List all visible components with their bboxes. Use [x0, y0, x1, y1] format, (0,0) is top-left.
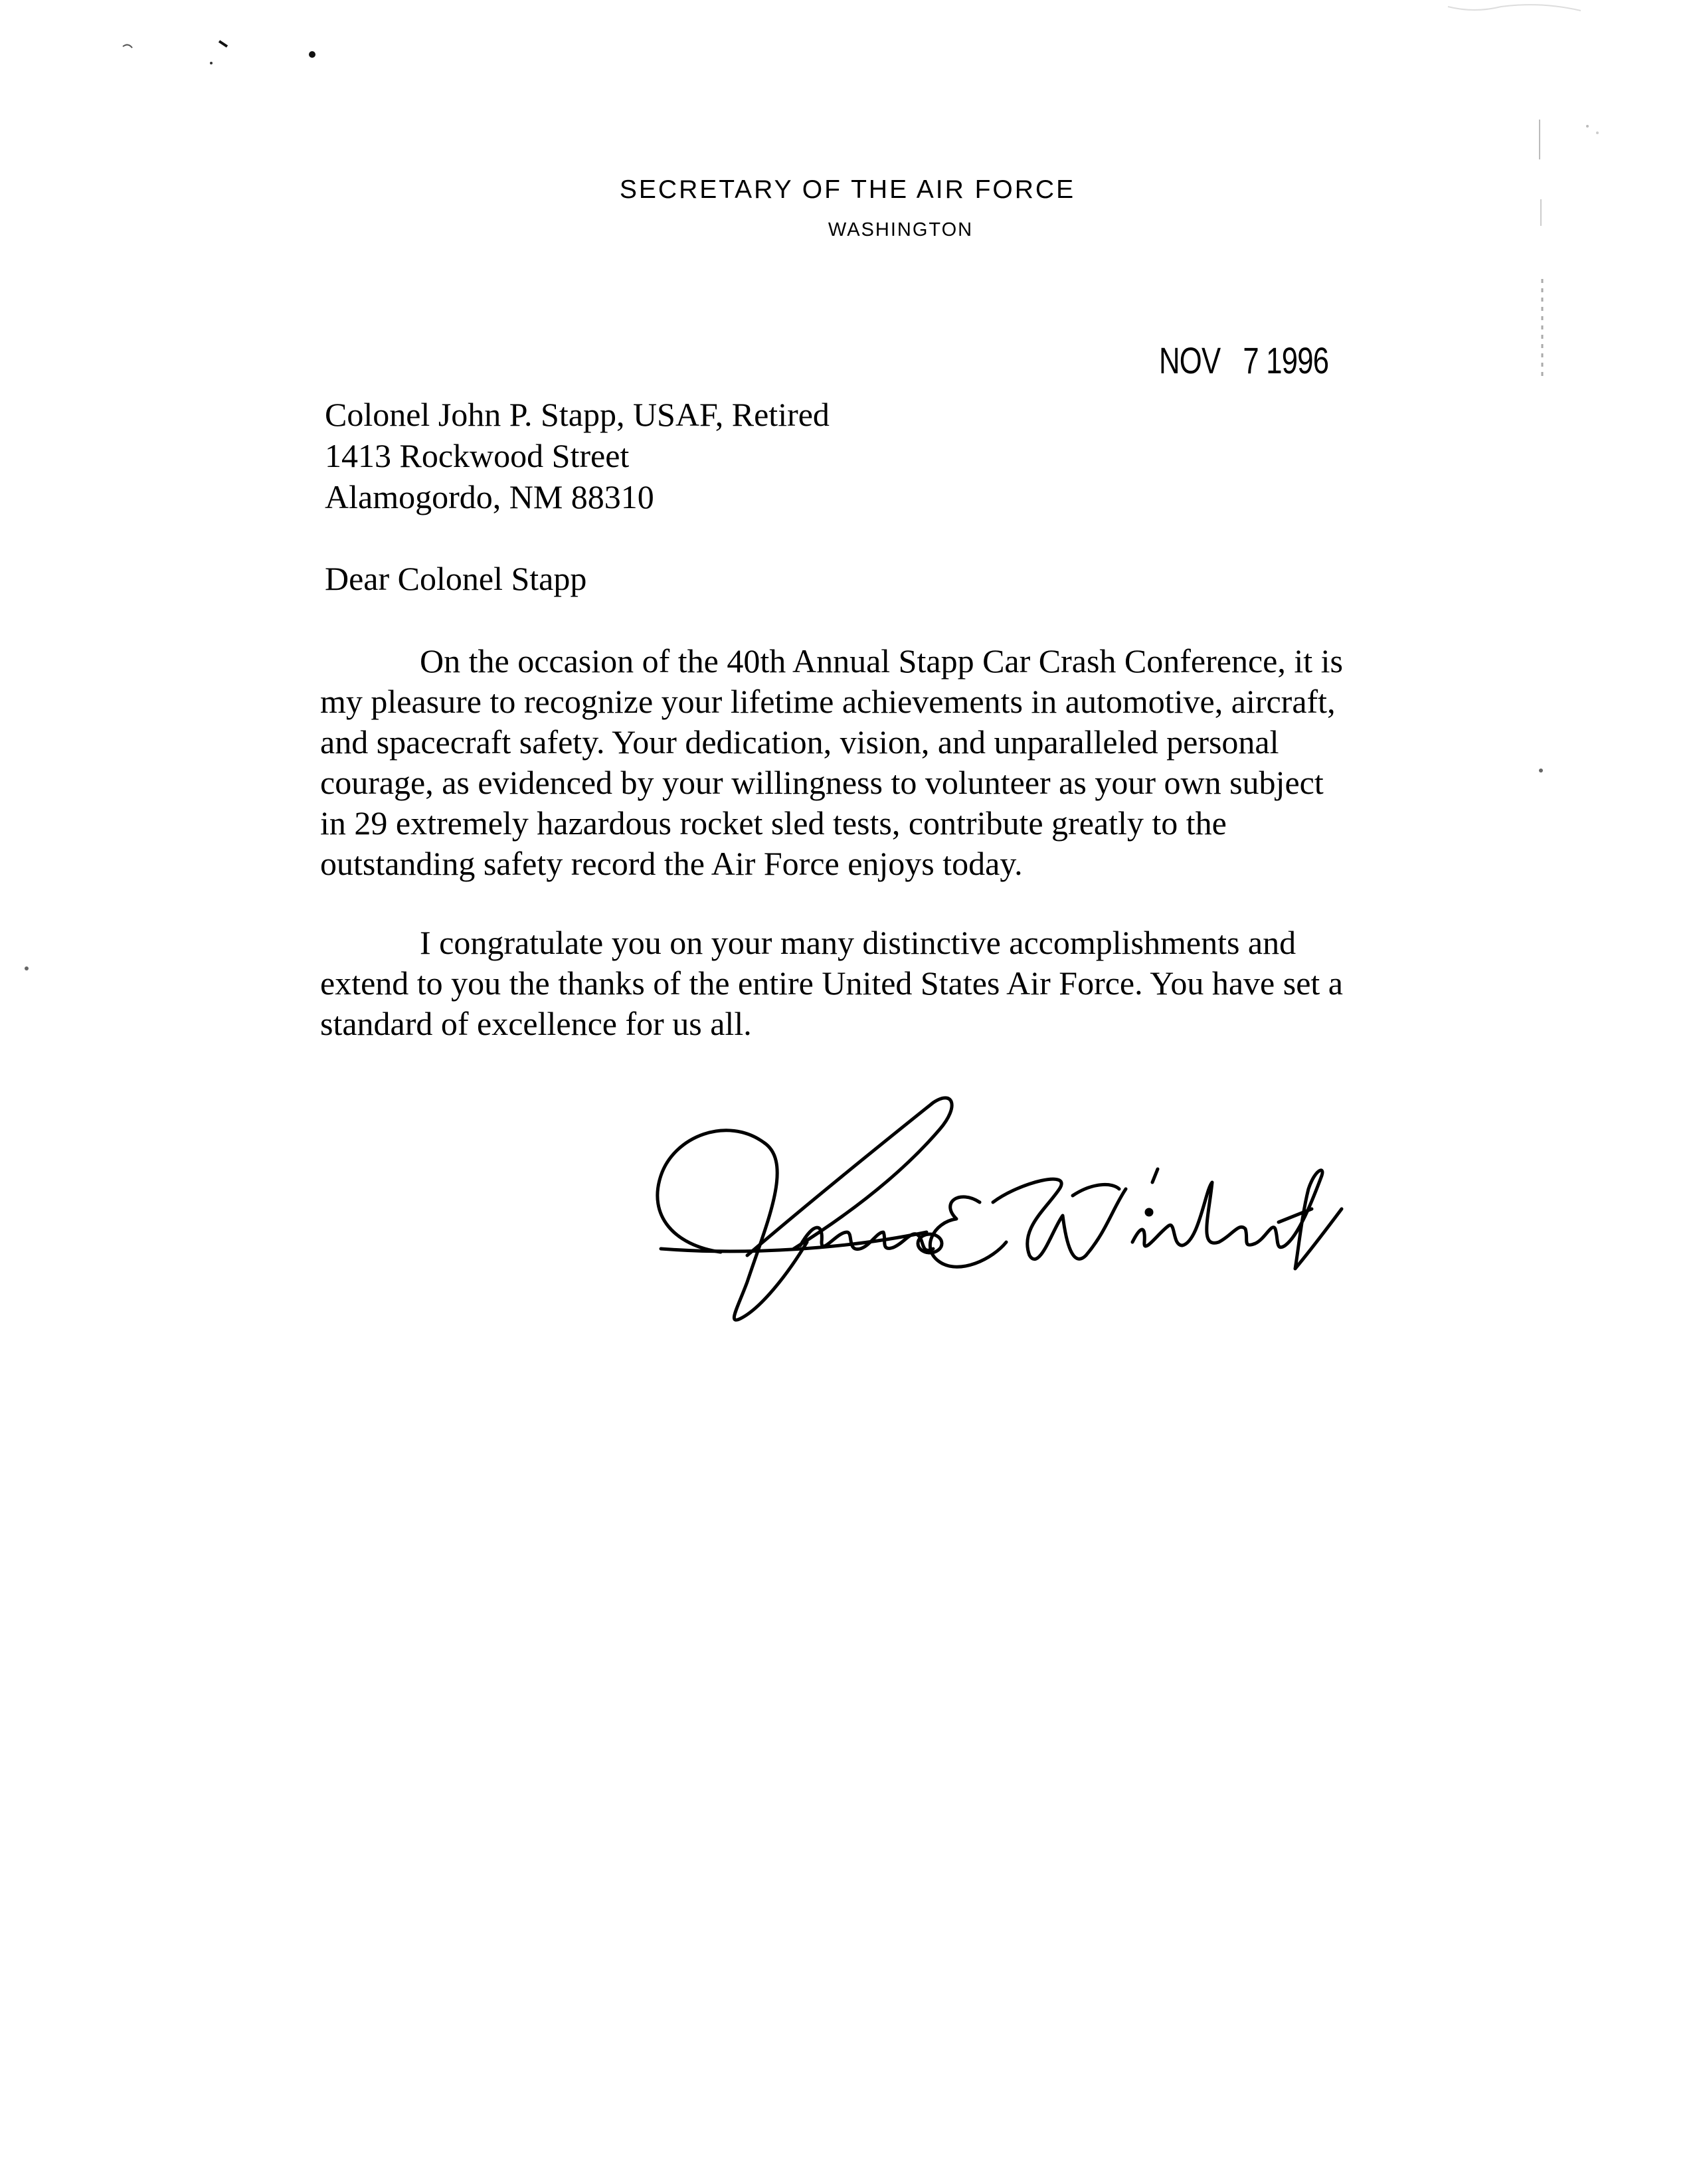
recipient-city: Alamogordo, NM 88310 [325, 478, 654, 515]
handwritten-signature [648, 1089, 1352, 1328]
letterhead-title: SECRETARY OF THE AIR FORCE [619, 175, 1076, 204]
letterhead-subtitle: WASHINGTON [828, 219, 974, 240]
date-stamp: NOV 7 1996 [1159, 339, 1329, 381]
body-paragraph-1: On the occasion of the 40th Annual Stapp Car Crash Conference, it is my pleasure to recognize your lifetime achievements in automotive, aircraft, and spacecraft safety. Your dedication, vision, and unparalleled personal courage, as evidenced by your willingness to volunteer as your own subject in 29 extremely hazardous rocket sled tests, contribute greatly to the outstanding safety record the Air Force enjoys today. [320, 642, 1343, 882]
recipient-address [325, 394, 830, 517]
body-paragraph-2: I congratulate you on your many distinctive accomplishments and extend to you the thanks of the entire United States Air Force. You have set a standard of excellence for us all. [320, 924, 1343, 1042]
recipient-street: 1413 Rockwood Street [325, 437, 630, 474]
recipient-name: Colonel John P. Stapp, USAF, Retired [325, 396, 830, 433]
salutation: Dear Colonel Stapp [325, 560, 587, 597]
